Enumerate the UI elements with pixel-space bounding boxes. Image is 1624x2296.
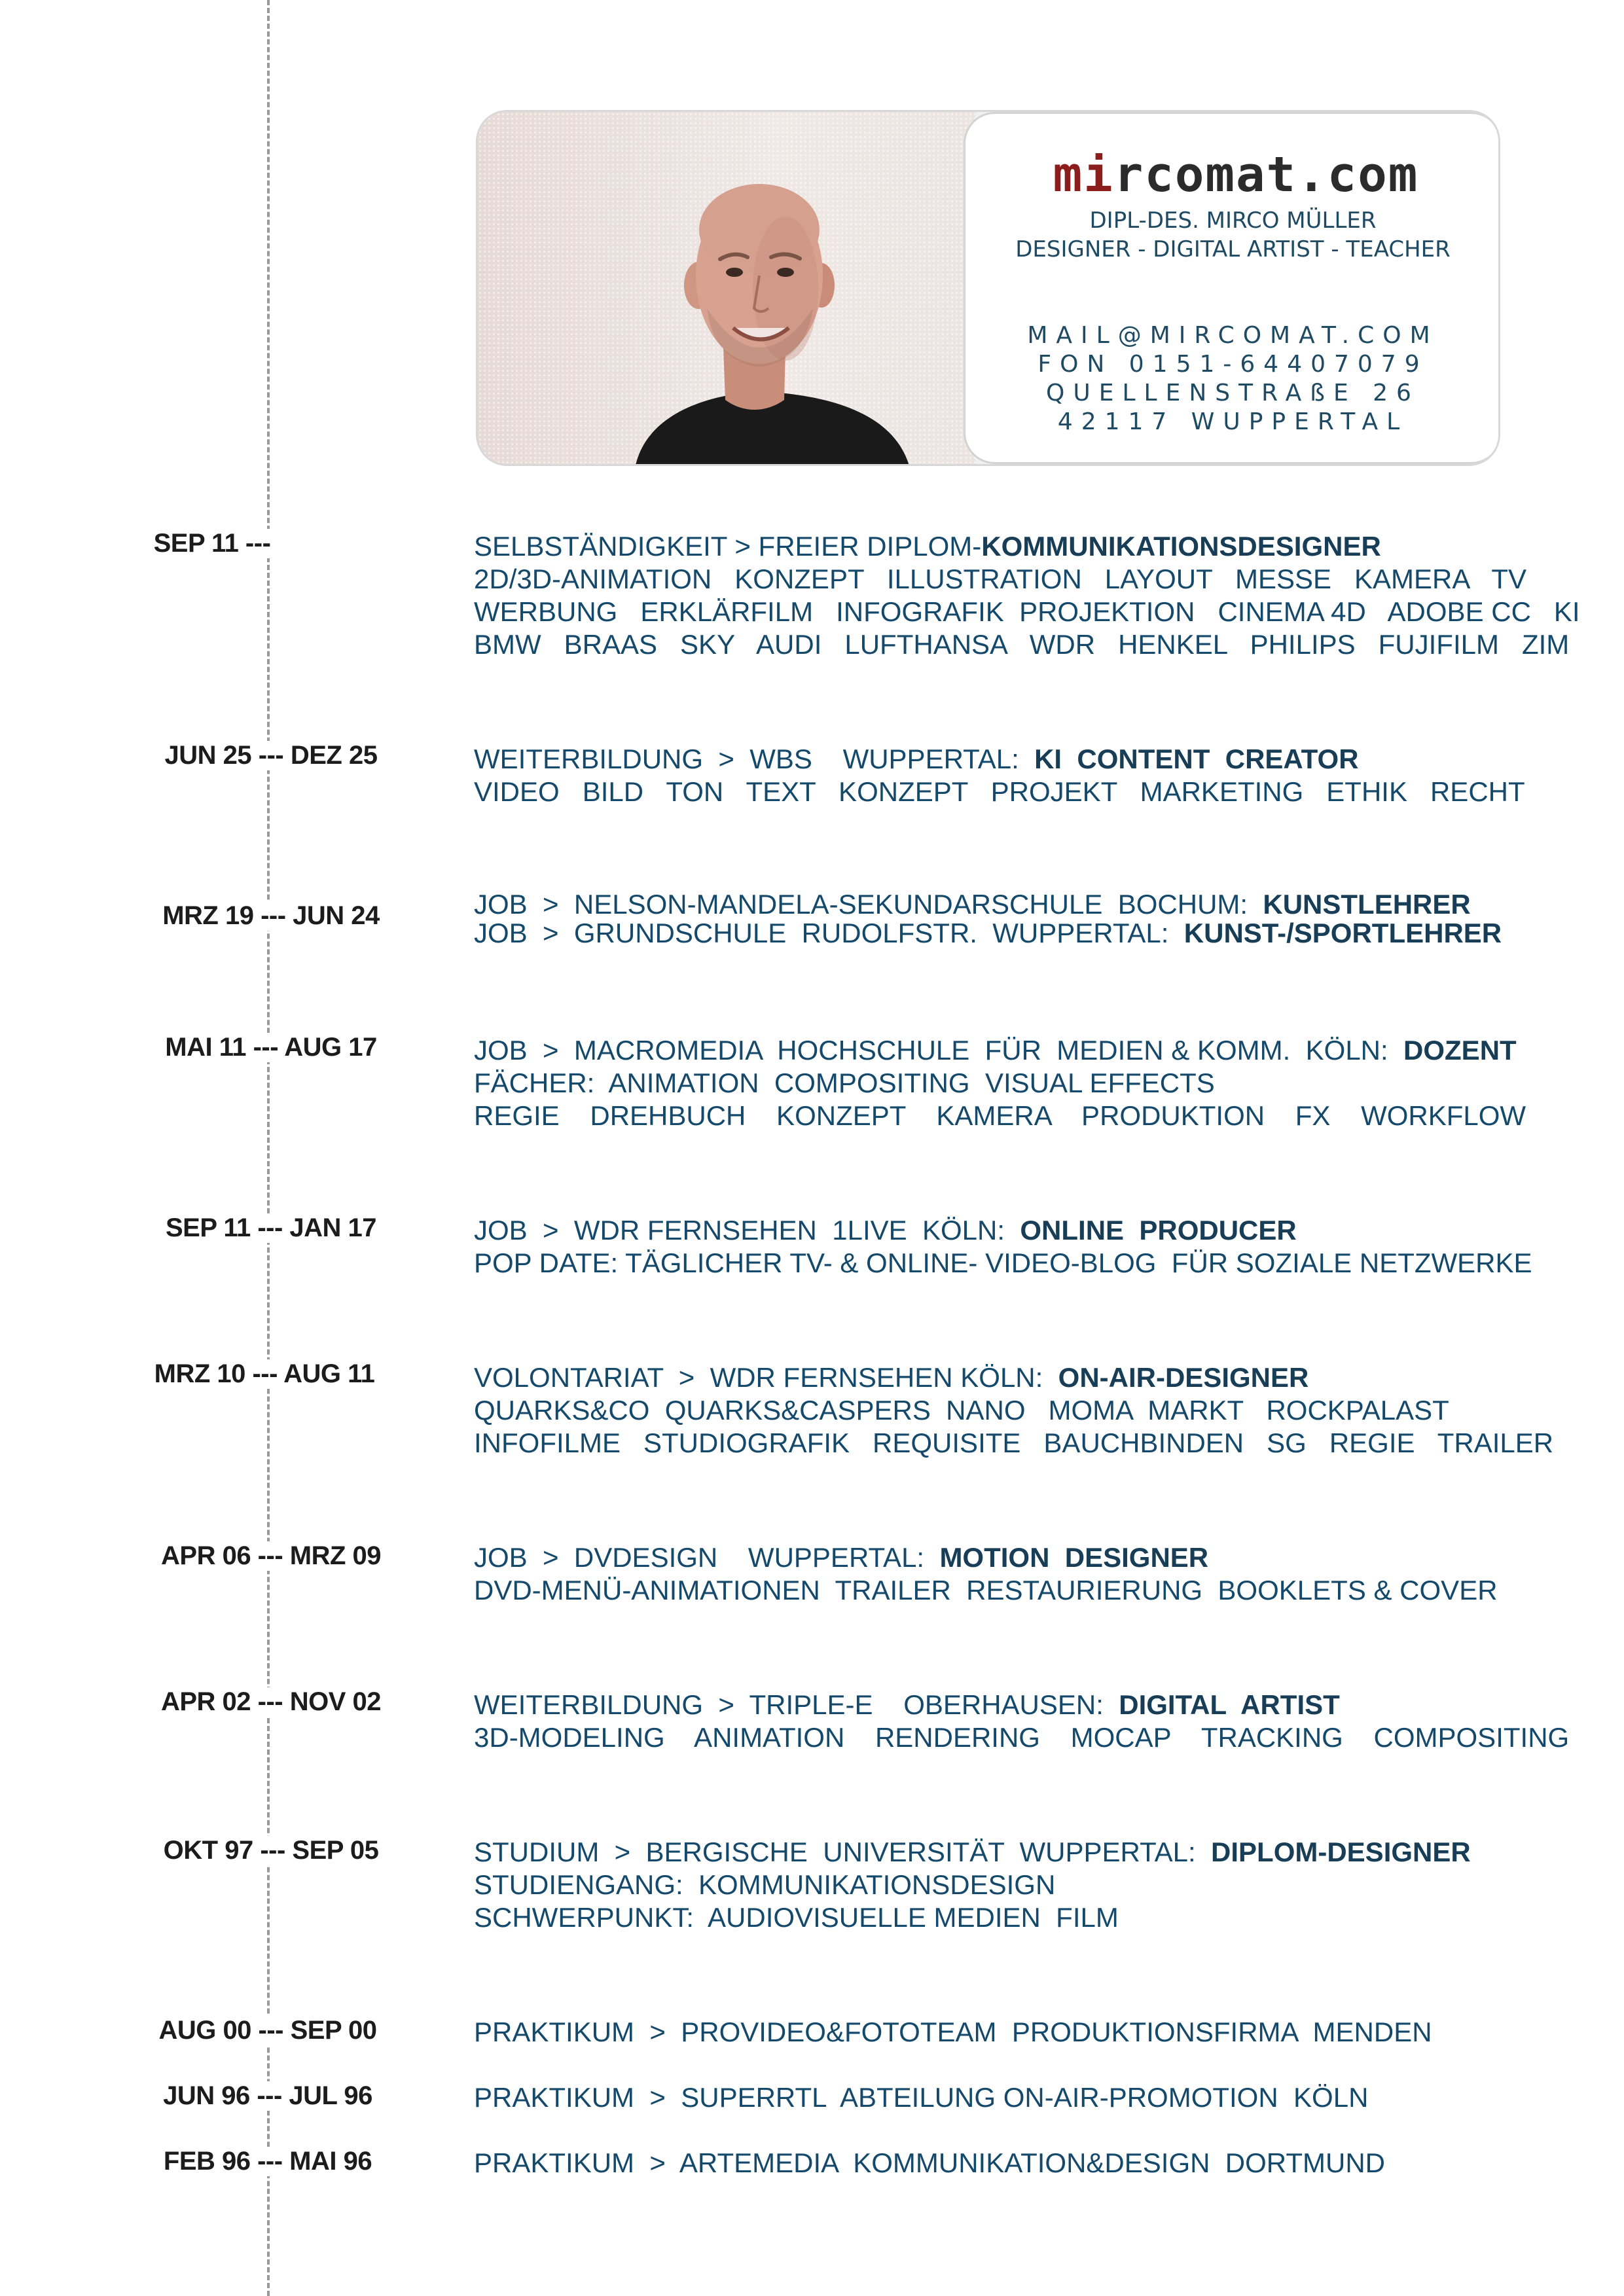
entry-line-text: VOLONTARIAT > WDR FERNSEHEN KÖLN: <box>474 1362 1058 1393</box>
svg-text:mircomat.com: mircomat.com <box>1053 153 1419 199</box>
contact-street: QUELLENSTRAßE 26 <box>1046 380 1420 406</box>
entry-line-highlight: KUNST-/SPORTLEHRER <box>1183 918 1502 948</box>
entry-text <box>474 2081 1554 2114</box>
entry-line-text: STUDIUM > BERGISCHE UNIVERSITÄT WUPPERTAL: <box>474 1837 1212 1867</box>
entry-date: MRZ 19 --- JUN 24 <box>131 901 411 931</box>
entry-line <box>474 1901 1554 1934</box>
entry-line-text: WERBUNG ERKLÄRFILM INFOGRAFIK PROJEKTION CINEMA 4D ADOBE CC KI <box>474 596 1580 627</box>
entry-line <box>474 776 1554 808</box>
entry-line-text: DVD-MENÜ-ANIMATIONEN TRAILER RESTAURIERUNG BOOKLETS & COVER <box>474 1575 1498 1605</box>
entry-line-highlight: DOZENT <box>1403 1035 1517 1066</box>
entry-line <box>474 1361 1554 1394</box>
entry-line-highlight: KI CONTENT CREATOR <box>1034 744 1359 774</box>
entry-text <box>474 1689 1570 1754</box>
entry-line-text: QUARKS&CO QUARKS&CASPERS NANO MOMA MARKT ROCKPALAST <box>474 1395 1449 1426</box>
contact-email[interactable]: MAIL@MIRCOMAT.COM <box>1027 322 1439 349</box>
entry-date: MRZ 10 --- AUG 11 <box>124 1359 405 1389</box>
entry-date: MAI 11 --- AUG 17 <box>131 1033 411 1062</box>
entry-date: JUN 25 --- DEZ 25 <box>131 741 411 770</box>
entry-line <box>474 628 1570 661</box>
entry-line <box>474 890 1554 919</box>
entry-line-text: VIDEO BILD TON TEXT KONZEPT PROJEKT MARKETING ETHIK RECHT <box>474 776 1525 807</box>
entry-line <box>474 2016 1554 2049</box>
entry-line <box>474 743 1554 776</box>
entry-line <box>474 1689 1554 1721</box>
entry-line <box>474 530 1554 563</box>
timeline-line <box>267 0 270 2296</box>
entry-line-text: JOB > GRUNDSCHULE RUDOLFSTR. WUPPERTAL: <box>474 918 1184 948</box>
entry-line-highlight: DIGITAL ARTIST <box>1119 1689 1340 1720</box>
entry-line <box>474 1394 1554 1427</box>
entry-line-text: PRAKTIKUM > SUPERRTL ABTEILUNG ON-AIR-PROMOTION KÖLN <box>474 2082 1369 2113</box>
entry-text <box>474 1034 1554 1132</box>
entry-text <box>474 890 1554 948</box>
entry-date: FEB 96 --- MAI 96 <box>128 2147 408 2176</box>
brand-logo <box>984 153 1488 199</box>
entry-line-highlight: MOTION DESIGNER <box>939 1542 1209 1573</box>
entry-line <box>474 1721 1570 1754</box>
entry-date: APR 06 --- MRZ 09 <box>131 1541 411 1571</box>
entry-line-text: STUDIENGANG: KOMMUNIKATIONSDESIGN <box>474 1869 1056 1900</box>
entry-line <box>474 2147 1554 2179</box>
entry-text <box>474 743 1554 808</box>
contact-panel <box>964 112 1500 464</box>
entry-line-text: POP DATE: TÄGLICHER TV- & ONLINE- VIDEO-BLOG FÜR SOZIALE NETZWERKE <box>474 1247 1532 1278</box>
portrait-photo <box>478 112 975 466</box>
entry-line <box>474 1067 1554 1100</box>
entry-line-text: INFOFILME STUDIOGRAFIK REQUISITE BAUCHBINDEN SG REGIE TRAILER <box>474 1427 1554 1458</box>
contact-phone[interactable]: FON 0151-64407079 <box>1038 351 1428 378</box>
entry-line <box>474 1214 1554 1247</box>
entry-line-text: SELBSTÄNDIGKEIT > FREIER DIPLOM- <box>474 531 982 562</box>
entry-text <box>474 1541 1554 1607</box>
entry-line-text: BMW BRAAS SKY AUDI LUFTHANSA WDR HENKEL PHILIPS FUJIFILM ZIM <box>474 629 1570 660</box>
entry-line <box>474 563 1554 596</box>
owner-name: DIPL-DES. MIRCO MÜLLER <box>1089 207 1377 234</box>
entry-line-text: JOB > MACROMEDIA HOCHSCHULE FÜR MEDIEN & KOMM. KÖLN: <box>474 1035 1404 1066</box>
portrait-illustration <box>478 112 975 466</box>
owner-role: DESIGNER - DIGITAL ARTIST - TEACHER <box>1015 236 1451 262</box>
entry-line <box>474 1574 1554 1607</box>
entry-line <box>474 1427 1554 1460</box>
entry-line <box>474 2081 1554 2114</box>
entry-line-highlight: KOMMUNIKATIONSDESIGNER <box>981 531 1381 562</box>
entry-line-text: WEITERBILDUNG > TRIPLE-E OBERHAUSEN: <box>474 1689 1119 1720</box>
entry-line <box>474 1541 1554 1574</box>
entry-date: SEP 11 --- <box>144 529 280 558</box>
entry-date: OKT 97 --- SEP 05 <box>131 1836 411 1865</box>
entry-text <box>474 2016 1554 2049</box>
entry-line <box>474 1100 1554 1132</box>
header-card <box>476 110 1500 466</box>
entry-line <box>474 1247 1554 1280</box>
entry-line-text: 3D-MODELING ANIMATION RENDERING MOCAP TRACKING COMPOSITING <box>474 1722 1570 1753</box>
entry-line-highlight: ON-AIR-DESIGNER <box>1058 1362 1309 1393</box>
entry-line-text: SCHWERPUNKT: AUDIOVISUELLE MEDIEN FILM <box>474 1902 1119 1933</box>
entry-text <box>474 1361 1554 1460</box>
entry-line-highlight: KUNSTLEHRER <box>1263 889 1471 920</box>
entry-line <box>474 919 1554 948</box>
entry-line <box>474 596 1580 628</box>
entry-line-highlight: DIPLOM-DESIGNER <box>1211 1837 1471 1867</box>
entry-date: APR 02 --- NOV 02 <box>131 1687 411 1717</box>
entry-date: AUG 00 --- SEP 00 <box>128 2016 408 2045</box>
contact-city: 42117 WUPPERTAL <box>1057 408 1409 435</box>
entry-line <box>474 1034 1554 1067</box>
entry-line-text: WEITERBILDUNG > WBS WUPPERTAL: <box>474 744 1035 774</box>
entry-line-highlight: ONLINE PRODUCER <box>1020 1215 1297 1246</box>
entry-line-text: PRAKTIKUM > PROVIDEO&FOTOTEAM PRODUKTIONSFIRMA MENDEN <box>474 2017 1432 2047</box>
entry-line-text: 2D/3D-ANIMATION KONZEPT ILLUSTRATION LAYOUT MESSE KAMERA TV <box>474 564 1526 594</box>
entry-line-text: PRAKTIKUM > ARTEMEDIA KOMMUNIKATION&DESIGN DORTMUND <box>474 2147 1386 2178</box>
entry-line-text: JOB > DVDESIGN WUPPERTAL: <box>474 1542 940 1573</box>
entry-text <box>474 1836 1554 1934</box>
entry-line-text: FÄCHER: ANIMATION COMPOSITING VISUAL EFFECTS <box>474 1067 1215 1098</box>
entry-text <box>474 530 1580 661</box>
entry-line <box>474 1869 1554 1901</box>
entry-date: SEP 11 --- JAN 17 <box>131 1213 411 1243</box>
entry-date: JUN 96 --- JUL 96 <box>128 2081 408 2111</box>
entry-text <box>474 1214 1554 1280</box>
entry-line-text: JOB > WDR FERNSEHEN 1LIVE KÖLN: <box>474 1215 1020 1246</box>
entry-line-text: REGIE DREHBUCH KONZEPT KAMERA PRODUKTION FX WORKFLOW <box>474 1100 1526 1131</box>
entry-line <box>474 1836 1554 1869</box>
entry-text <box>474 2147 1554 2179</box>
entry-line-text: JOB > NELSON-MANDELA-SEKUNDARSCHULE BOCHUM: <box>474 889 1263 920</box>
